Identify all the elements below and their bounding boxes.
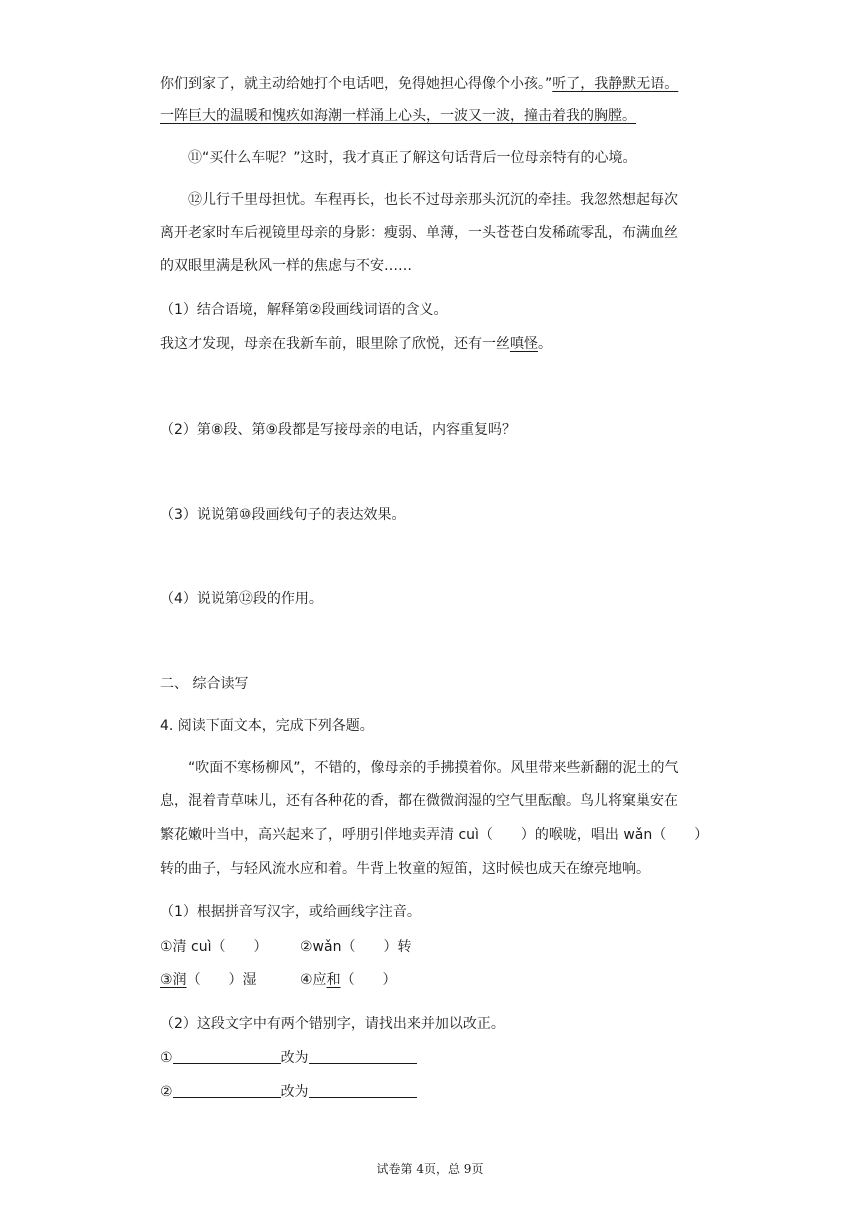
sub1-item-c-rest: （ ）湿 (186, 972, 257, 988)
para12-line2: 离开老家时车后视镜里母亲的身影：瘦弱、单薄，一头苍苍白发稀疏零乱，布满血丝 (160, 225, 678, 241)
sub2-row-1-label: ① (160, 1050, 173, 1066)
sub1-item-d-rest: （ ） (340, 972, 397, 988)
sub1-item-b: ②wǎn（ ）转 (300, 939, 412, 955)
sub1-item-d-pre: ④应 (300, 972, 327, 988)
answer-blank[interactable] (173, 1049, 281, 1064)
para12-line1: ⑫儿行千里母担忧。车程再长，也长不过母亲那头沉沉的牵挂。我忽然想起每次 (188, 192, 678, 208)
sub1-prompt: （1）根据拼音写汉字，或给画线字注音。 (160, 904, 421, 920)
page-footer: 试卷第 4页，总 9页 (376, 1162, 484, 1176)
passage-line3: 繁花嫩叶当中，高兴起来了，呼朋引伴地卖弄清 cuì（ ）的喉咙，唱出 wǎn（ ） (160, 827, 709, 843)
passage-line2: 息，混着青草味儿，还有各种花的香，都在微微润湿的空气里酝酿。鸟儿将窠巢安在 (160, 793, 678, 809)
q1-sentence-end: 。 (538, 336, 552, 352)
para10-underlined-sentence: 听了，我静默无语。 (552, 76, 679, 92)
sub2-prompt: （2）这段文字中有两个错别字，请找出来并加以改正。 (160, 1016, 505, 1032)
answer-blank[interactable] (309, 1083, 417, 1098)
para10-text: 你们到家了，就主动给她打个电话吧，免得她担心得像个小孩。” (160, 76, 553, 92)
sub2-row-1 (160, 1048, 417, 1068)
para10-line2: 一阵巨大的温暖和愧疚如海潮一样涌上心头，一波又一波，撞击着我的胸膛。 (160, 108, 636, 124)
para11: ⑪“买什么车呢？”这时，我才真正了解这句话背后一位母亲特有的心境。 (188, 150, 637, 166)
answer-blank[interactable] (173, 1083, 281, 1098)
q1-sentence-text: 我这才发现，母亲在我新车前，眼里除了欣悦，还有一丝 (160, 336, 510, 352)
q2-prompt: （2）第⑧段、第⑨段都是写接母亲的电话，内容重复吗？ (160, 422, 517, 438)
q3-prompt: （3）说说第⑩段画线句子的表达效果。 (160, 507, 406, 523)
sub1-item-d-marked: 和 (326, 972, 341, 988)
q4-prompt: （4）说说第⑫段的作用。 (160, 591, 323, 607)
sub2-row-2 (160, 1082, 417, 1102)
section-heading: 二、 综合读写 (160, 676, 249, 692)
para10-line1 (160, 74, 678, 94)
passage-line1: “吹面不寒杨柳风”，不错的，像母亲的手拂摸着你。风里带来些新翻的泥土的气 (188, 760, 679, 776)
passage-line4: 转的曲子，与轻风流水应和着。牛背上牧童的短笛，这时候也成天在缭亮地响。 (160, 861, 650, 877)
change-label: 改为 (280, 1084, 309, 1100)
item4-heading: 4. 阅读下面文本，完成下列各题。 (160, 718, 374, 734)
sub1-item-a: ①清 cuì（ ） (160, 939, 268, 955)
q1-sentence (160, 334, 552, 354)
sub2-row-2-label: ② (160, 1084, 173, 1100)
sub1-item-c (160, 970, 257, 990)
change-label: 改为 (280, 1050, 309, 1066)
q1-prompt: （1）结合语境，解释第②段画线词语的含义。 (160, 302, 448, 318)
para12-line3: 的双眼里满是秋风一样的焦虑与不安…… (160, 258, 412, 274)
q1-underlined-word: 嗔怪 (510, 336, 538, 352)
sub1-item-d (300, 970, 397, 990)
answer-blank[interactable] (309, 1049, 417, 1064)
sub1-item-c-marked: ③润 (160, 972, 187, 988)
